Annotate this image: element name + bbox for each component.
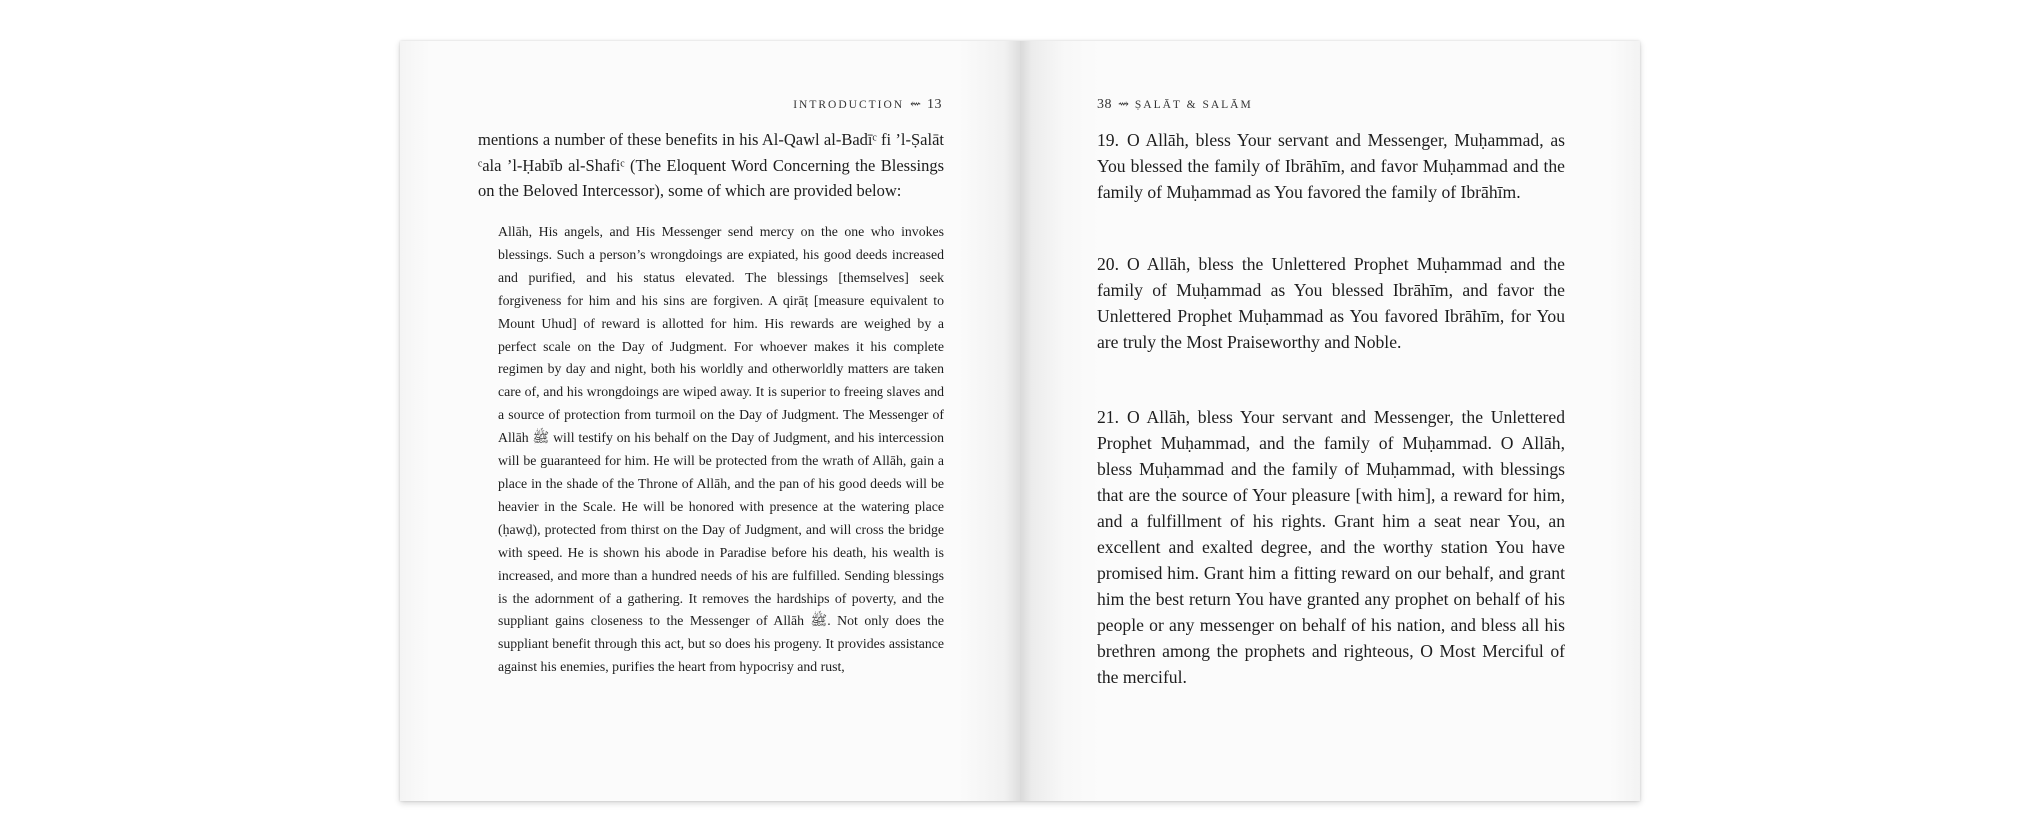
prayer-number: 19. (1097, 130, 1119, 150)
book-spread (400, 41, 1640, 801)
prayer-text: O Allāh, bless Your servant and Messenger, the Unlettered Prophet Muḥammad, and the family of Muḥammad. O Allāh, bless Muḥammad and the family of Muḥammad, with blessings that are the source of Your pleasure [with him], a reward for him, and a fulfillment of his rights. Grant him a seat near You, an excellent and exalted degree, and the worthy station You have promised him. Grant him a fitting reward on our behalf, and grant him the best return You have granted any prophet on behalf of his people or any messenger on behalf of his nation, and bless all his brethren among the prophets and righteous, O Most Merciful of the merciful. (1097, 407, 1565, 687)
prayer-20 (1097, 251, 1565, 355)
running-head-title: INTRODUCTION (793, 99, 905, 111)
prayer-number: 21. (1097, 407, 1119, 427)
block-quote: Allāh, His angels, and His Messenger send mercy on the one who invokes blessings. Such a person’s wrongdoings are expiated, his good deeds increased and purified, and his status elevated. The blessings [themselves] seek forgiveness for him and his sins are forgiven. A qirāṭ [measure equivalent to Mount Uhud] of reward is allotted for him. His rewards are weighed by a perfect scale on the Day of Judgment. For whoever makes it his complete regimen by day and night, both his worldly and otherworldly matters are taken care of, and his wrongdoings are wiped away. It is superior to freeing slaves and a source of protection from turmoil on the Day of Judgment. The Messenger of Allāh ﷺ will testify on his behalf on the Day of Judgment, and his intercession will be guaranteed for him. He will be protected from the wrath of Allāh, gain a place in the shade of the Throne of Allāh, and the pan of his good deeds will be heavier in the Scale. He will be honored with presence at the watering place (ḥawḍ), protected from thirst on the Day of Judgment, and will cross the bridge with speed. He is shown his abode in Paradise before his death, his wealth is increased, and more than a hundred needs of his are fulfilled. Sending blessings is the adornment of a gathering. It removes the hardships of poverty, and the suppliant gains closeness to the Messenger of Allāh ﷺ. Not only does the suppliant benefit through this act, but so does his progeny. It provides assistance against his enemies, purifies the heart from hypocrisy and rust, (498, 224, 945, 675)
running-head-separator-icon: ⇜ (910, 96, 921, 111)
running-head-separator-icon: ⇝ (1118, 96, 1129, 111)
prayer-19 (1097, 127, 1565, 205)
running-head-right (1097, 96, 1253, 113)
right-page (1020, 41, 1640, 801)
prayer-text: O Allāh, bless the Unlettered Prophet Muḥammad and the family of Muḥammad as You blessed Ibrāhīm, and favor the Unlettered Prophet Muḥammad as You favored Ibrāhīm, for You are truly the Most Praiseworthy and Noble. (1097, 254, 1565, 352)
prayer-21 (1097, 404, 1565, 690)
page-number: 13 (927, 97, 942, 112)
intro-paragraph: mentions a number of these benefits in his Al-Qawl al-Badīᶜ fi ’l-Ṣalāt ᶜala ’l-Ḥabīb al-Shafiᶜ (The Eloquent Word Concerning the Blessings on the Beloved Intercessor), some of which are provided below: (478, 130, 944, 200)
running-head-left (793, 96, 942, 113)
page-number: 38 (1097, 97, 1112, 112)
running-head-title: ṢALĀT & SALĀM (1134, 99, 1253, 111)
prayer-number: 20. (1097, 254, 1119, 274)
prayer-text: O Allāh, bless Your servant and Messenger, Muḥammad, as You blessed the family of Ibrāhīm, and favor Muḥammad and the family of Muḥammad as You favored the family of Ibrāhīm. (1097, 130, 1565, 202)
left-page (400, 41, 1020, 801)
